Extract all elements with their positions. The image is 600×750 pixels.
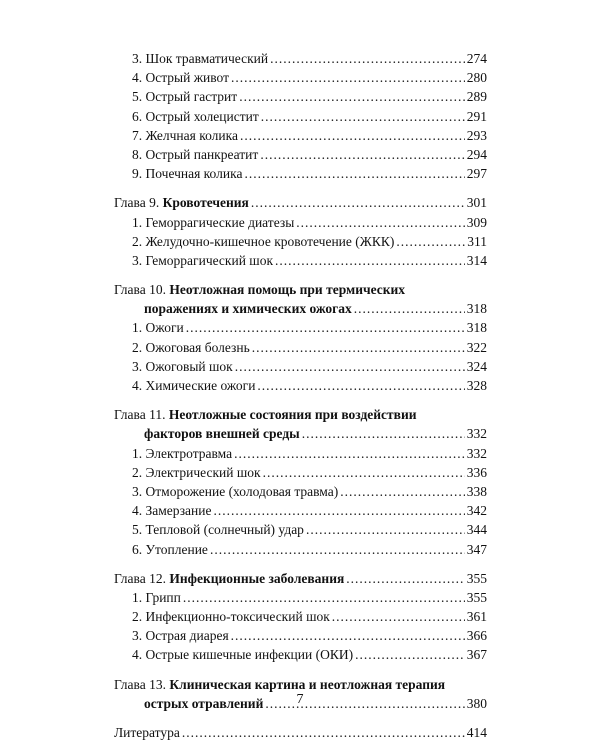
dot-leader (234, 444, 465, 463)
toc-item-title: 3. Отморожение (холодовая травма) (132, 483, 339, 499)
toc-item-title: 2. Электрический шок (132, 464, 261, 480)
toc-item-title: 5. Острый гастрит (132, 89, 238, 105)
toc-item-title: 4. Острые кишечные инфекции (ОКИ) (132, 647, 354, 663)
toc-item[interactable] (114, 520, 487, 539)
toc-item-page: 332 (466, 445, 487, 461)
dot-leader (186, 318, 465, 337)
toc-item-page: 361 (466, 609, 487, 625)
toc-chapter-heading-line[interactable] (114, 405, 487, 424)
toc-item-page: 338 (466, 483, 487, 499)
dot-leader (355, 645, 465, 664)
toc-item[interactable] (114, 607, 487, 626)
table-of-contents (114, 49, 487, 742)
toc-item[interactable] (114, 501, 487, 520)
dot-leader (252, 338, 465, 357)
toc-chapter-page: 318 (466, 301, 487, 317)
dot-leader (251, 193, 465, 212)
toc-chapter-heading-line[interactable] (114, 675, 487, 694)
toc-item-page: 366 (466, 628, 487, 644)
toc-item-page: 318 (466, 320, 487, 336)
toc-item-title: 6. Острый холецистит (132, 108, 259, 124)
toc-item[interactable] (114, 318, 487, 337)
toc-item[interactable] (114, 376, 487, 395)
toc-item-title: 3. Ожоговый шок (132, 358, 233, 374)
chapter-title: Неотложные состояния при воздействии (168, 407, 417, 423)
toc-chapter-heading[interactable] (114, 299, 487, 318)
chapter-title: Клиническая картина и неотложная терапия (169, 676, 446, 692)
toc-item-title: 4. Замерзание (132, 503, 212, 519)
dot-leader (240, 126, 465, 145)
dot-leader (260, 145, 464, 164)
dot-leader (396, 232, 465, 251)
toc-literature-entry[interactable] (114, 723, 487, 742)
dot-leader (354, 299, 465, 318)
chapter-title: Инфекционные заболевания (169, 570, 345, 586)
toc-item-title: 5. Тепловой (солнечный) удар (132, 522, 304, 538)
toc-chapter-heading-line[interactable] (114, 280, 487, 299)
toc-item[interactable] (114, 213, 487, 232)
toc-item-page: 297 (466, 166, 487, 182)
toc-chapter-page: 332 (466, 426, 487, 442)
toc-item-title: 4. Острый живот (132, 70, 230, 86)
toc-item-title: 1. Геморрагические диатезы (132, 214, 295, 230)
toc-item-page: 355 (466, 589, 487, 605)
toc-item[interactable] (114, 251, 487, 270)
dot-leader (244, 164, 464, 183)
dot-leader (239, 87, 465, 106)
dot-leader (231, 68, 465, 87)
toc-item-title: 4. Химические ожоги (132, 378, 256, 393)
toc-chapter-9 (114, 193, 487, 270)
toc-item-title: 9. Почечная колика (132, 166, 243, 182)
toc-item[interactable] (114, 540, 487, 559)
toc-chapter-page: 380 (466, 695, 487, 711)
toc-item-page: 347 (466, 541, 487, 557)
chapter-prefix: Глава 11. (114, 407, 166, 423)
chapter-title-continued: острых отравлений (144, 695, 264, 711)
dot-leader (182, 723, 465, 742)
toc-item-page: 289 (466, 89, 487, 105)
toc-item-title: 1. Грипп (132, 589, 181, 605)
toc-chapter-heading[interactable] (114, 193, 487, 212)
toc-item-title: 2. Инфекционно-токсический шок (132, 609, 330, 625)
toc-chapter-page: 301 (466, 195, 487, 211)
chapter-title: Кровотечения (162, 195, 249, 211)
chapter-prefix: Глава 13. (114, 676, 166, 692)
toc-item[interactable] (114, 145, 487, 164)
toc-item-page: 344 (466, 522, 487, 538)
dot-leader (302, 424, 465, 443)
dot-leader (275, 251, 465, 270)
toc-item-page: 309 (466, 214, 487, 230)
toc-literature (114, 723, 487, 742)
toc-item-title: 6. Утопление (132, 541, 208, 557)
toc-item-title: 7. Желчная колика (132, 127, 238, 143)
toc-item[interactable] (114, 126, 487, 145)
toc-item[interactable] (114, 68, 487, 87)
toc-item-title: 2. Ожоговая болезнь (132, 339, 250, 355)
dot-leader (213, 501, 464, 520)
toc-item-page: 314 (466, 252, 487, 268)
chapter-title-continued: поражениях и химических ожогах (144, 301, 352, 317)
dot-leader (296, 213, 464, 232)
chapter-title: Неотложная помощь при термических (169, 282, 406, 298)
toc-item[interactable] (114, 482, 487, 501)
toc-item-title: 2. Желудочно-кишечное кровотечение (ЖКК) (132, 233, 395, 249)
toc-item-page: 280 (466, 70, 487, 86)
dot-leader (261, 107, 465, 126)
toc-item-page: 367 (466, 647, 487, 663)
toc-item[interactable] (114, 588, 487, 607)
toc-item-page: 291 (466, 108, 487, 124)
toc-item[interactable] (114, 645, 487, 664)
dot-leader (231, 626, 465, 645)
dot-leader (340, 482, 465, 501)
toc-item[interactable] (114, 232, 487, 251)
toc-item[interactable] (114, 107, 487, 126)
dot-leader (332, 607, 465, 626)
toc-item[interactable] (114, 87, 487, 106)
toc-item-page: 336 (466, 464, 487, 480)
literature-title: Литература (114, 725, 180, 740)
toc-chapter-10 (114, 280, 487, 395)
dot-leader (270, 49, 465, 68)
dot-leader (263, 463, 465, 482)
toc-item-page: 342 (466, 503, 487, 519)
toc-item-page: 322 (466, 339, 487, 355)
toc-item[interactable] (114, 357, 487, 376)
page-number: 7 (296, 692, 304, 707)
toc-item-page: 294 (466, 146, 487, 162)
toc-item-title: 1. Электротравма (132, 445, 233, 461)
dot-leader (306, 520, 465, 539)
toc-chapter-page: 355 (466, 570, 487, 586)
toc-chapter-heading[interactable] (114, 569, 487, 588)
toc-chapter-12 (114, 569, 487, 665)
toc-item-title: 8. Острый панкреатит (132, 146, 259, 162)
toc-item-title: 3. Острая диарея (132, 628, 229, 644)
toc-item[interactable] (114, 463, 487, 482)
toc-item[interactable] (114, 164, 487, 183)
toc-item-page: 274 (466, 51, 487, 66)
toc-chapter-heading[interactable] (114, 424, 487, 443)
toc-item-title: 1. Ожоги (132, 320, 184, 336)
toc-item-title: 3. Геморрагический шок (132, 252, 274, 268)
dot-leader (210, 540, 465, 559)
dot-leader (346, 569, 464, 588)
toc-item-page: 311 (467, 233, 487, 249)
toc-item[interactable] (114, 49, 487, 68)
dot-leader (257, 376, 464, 395)
dot-leader (183, 588, 465, 607)
dot-leader (235, 357, 465, 376)
chapter-prefix: Глава 12. (114, 570, 166, 586)
toc-item-page: 324 (466, 358, 487, 374)
toc-item-title: 3. Шок травматический (132, 51, 269, 66)
toc-item-page: 328 (466, 378, 487, 393)
toc-chapter-11 (114, 405, 487, 559)
chapter-prefix: Глава 10. (114, 282, 166, 298)
toc-item[interactable] (114, 338, 487, 357)
toc-item[interactable] (114, 444, 487, 463)
literature-page: 414 (466, 725, 487, 740)
chapter-title-continued: факторов внешней среды (144, 426, 300, 442)
chapter-prefix: Глава 9. (114, 195, 160, 211)
toc-item-page: 293 (466, 127, 487, 143)
toc-item[interactable] (114, 626, 487, 645)
